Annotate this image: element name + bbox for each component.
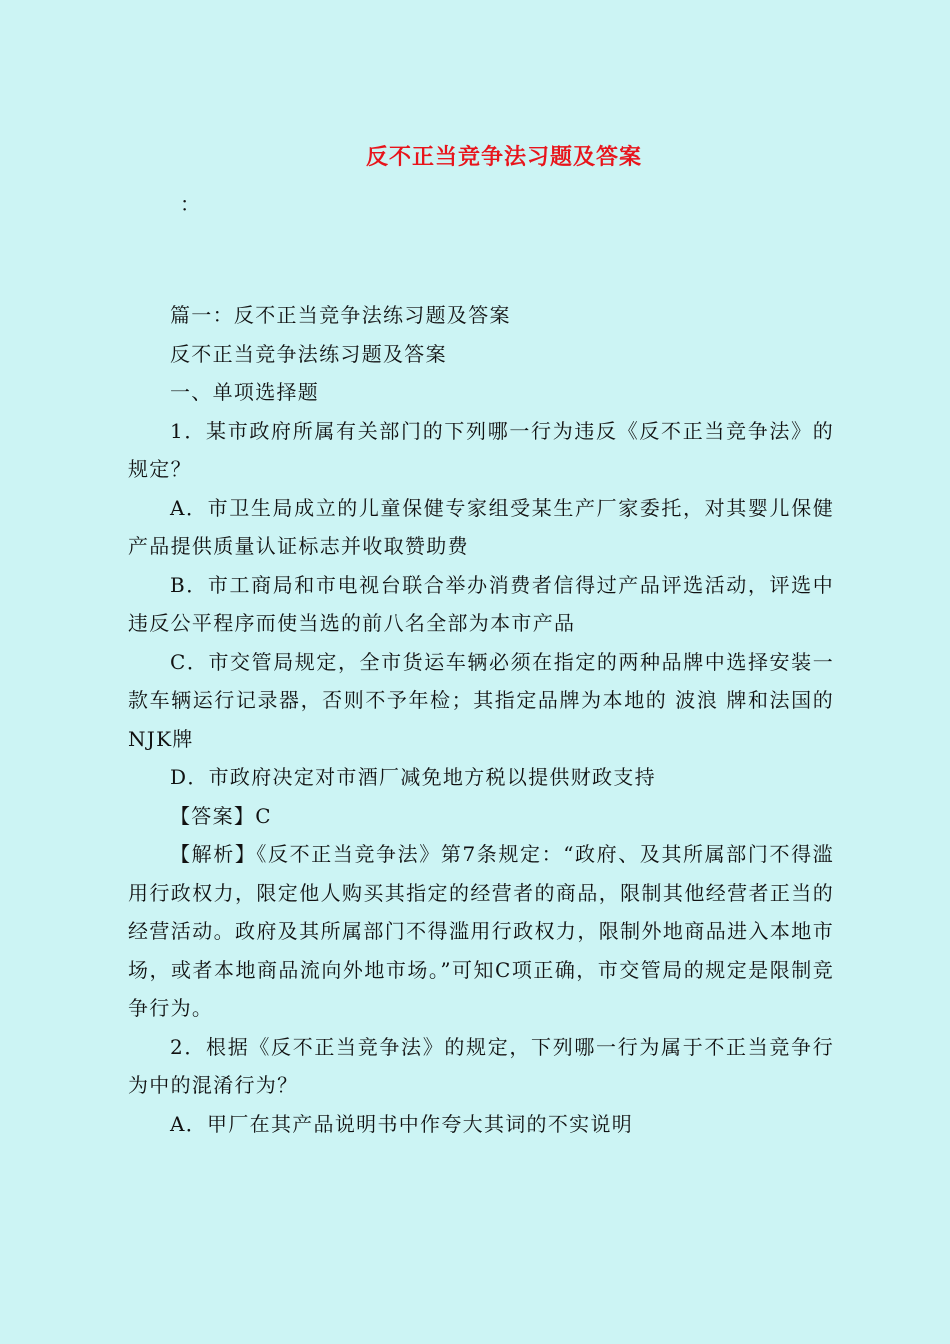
question-1: 1．某市政府所属有关部门的下列哪一行为违反《反不正当竞争法》的规定？: [128, 418, 834, 481]
question-2: 2．根据《反不正当竞争法》的规定，下列哪一行为属于不正当竞争行为中的混淆行为？: [128, 1034, 834, 1097]
section-heading-single-choice: 一、单项选择题: [170, 380, 320, 404]
document-body: [128, 296, 834, 1143]
question-1-explanation: 【解析】《反不正当竞争法》第7条规定：“政府、及其所属部门不得滥用行政权力，限定他人购买其指定的经营者的商品，限制其他经营者正当的经营活动。政府及其所属部门不得滥用行政权力，限制外地商品进入本地市场，或者本地商品流向外地市场。”可知C项正确，市交管局的规定是限制竞争行为。: [128, 842, 834, 1020]
colon-mark: ：: [180, 192, 200, 216]
question-1-option-a: A．市卫生局成立的儿童保健专家组受某生产厂家委托，对其婴儿保健产品提供质量认证标志并收取赞助费: [128, 495, 834, 558]
question-1-answer: 【答案】C: [170, 803, 272, 828]
document-title: 反不正当竞争法习题及答案: [365, 145, 642, 170]
section-heading: 篇一：反不正当竞争法练习题及答案: [170, 303, 511, 327]
question-2-option-a: A．甲厂在其产品说明书中作夸大其词的不实说明: [170, 1111, 634, 1136]
question-1-option-b: B．市工商局和市电视台联合举办消费者信得过产品评选活动，评选中违反公平程序而使当选的前八名全部为本市产品: [128, 572, 834, 635]
question-1-option-d: D．市政府决定对市酒厂减免地方税以提供财政支持: [170, 765, 656, 789]
subtitle: 反不正当竞争法练习题及答案: [170, 341, 447, 366]
question-1-option-c: C．市交管局规定，全市货运车辆必须在指定的两种品牌中选择安装一款车辆运行记录器，否则不予年检；其指定品牌为本地的 波浪 牌和法国的NJK牌: [128, 649, 834, 751]
